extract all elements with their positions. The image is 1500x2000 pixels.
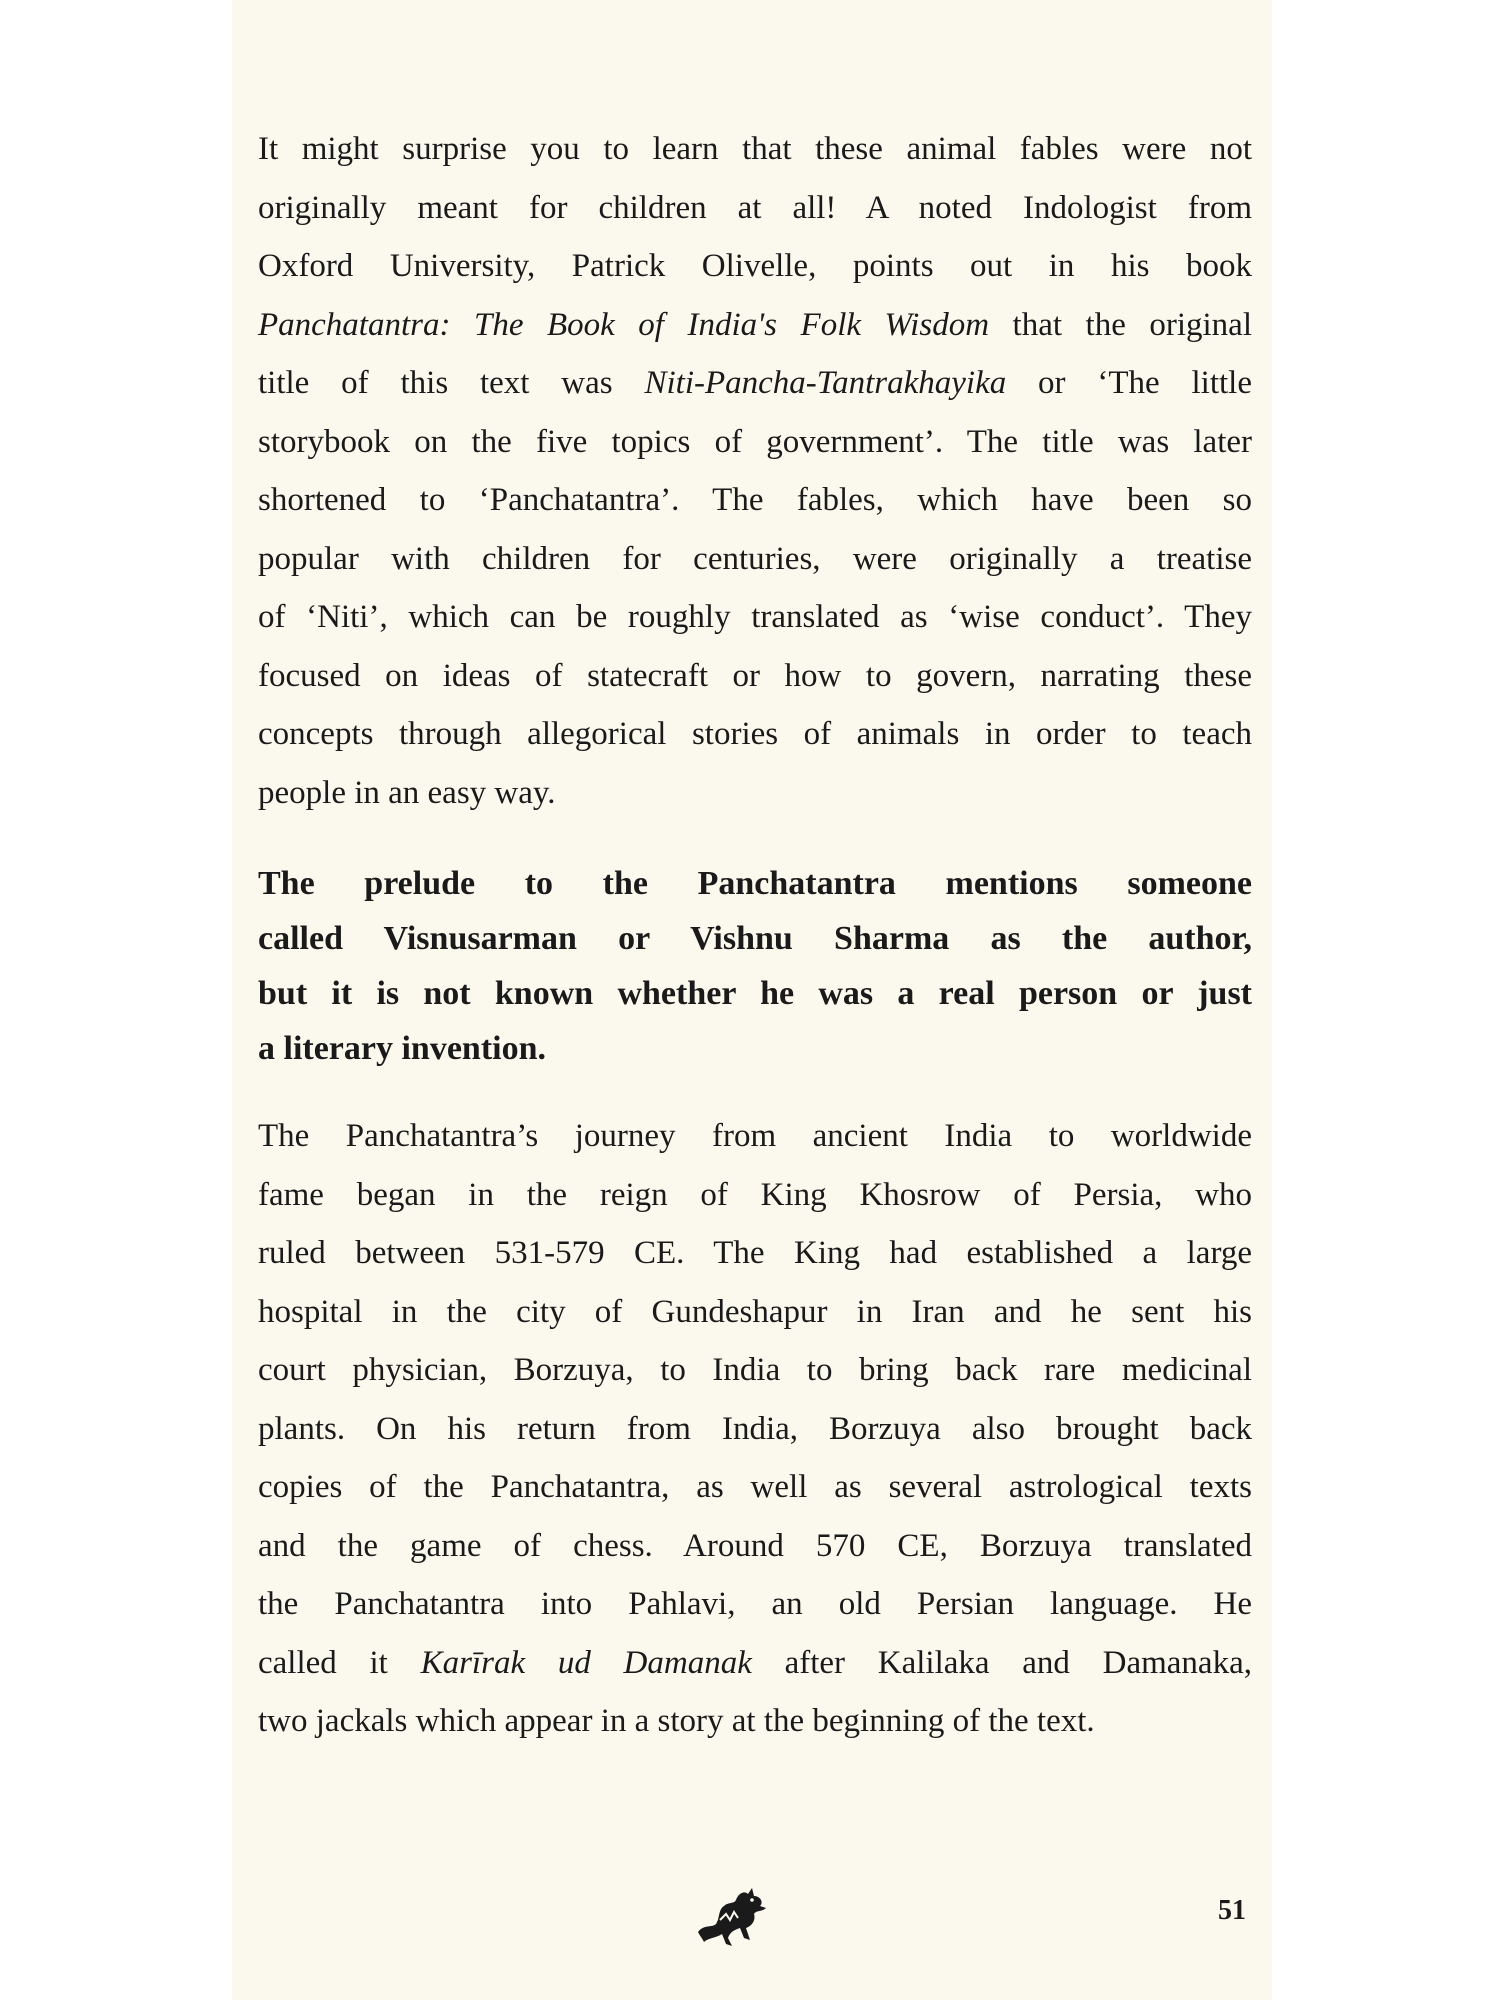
paragraph-line: title of this text was Niti-Pancha-Tantrakhayika or ‘The little <box>258 365 1252 401</box>
paragraph-line: people in an easy way. <box>258 774 556 811</box>
paragraph-line: fame began in the reign of King Khosrow of Persia, who <box>258 1176 1252 1213</box>
paragraph-line: court physician, Borzuya, to India to bring back rare medicinal <box>258 1352 1252 1388</box>
paragraph-line: Oxford University, Patrick Olivelle, points out in his book <box>258 248 1252 284</box>
paragraph-line: It might surprise you to learn that these animal fables were not <box>258 131 1252 167</box>
paragraph-line: originally meant for children at all! A noted Indologist from <box>258 189 1252 226</box>
paragraph-line: plants. On his return from India, Borzuya also brought back <box>258 1410 1252 1447</box>
paragraph-line: copies of the Panchatantra, as well as several astrological texts <box>258 1469 1252 1505</box>
paragraph-line: popular with children for centuries, were originally a treatise <box>258 540 1252 577</box>
page-number: 51 <box>1218 1895 1246 1926</box>
persian-title: Karīrak ud Damanak <box>420 1644 752 1681</box>
callout-line: called Visnusarman or Vishnu Sharma as the author, <box>258 920 1252 957</box>
book-page <box>232 0 1272 2000</box>
paragraph-line: shortened to ‘Panchatantra’. The fables, which have been so <box>258 482 1252 518</box>
callout-line: a literary invention. <box>258 1030 547 1067</box>
paragraph-line: Panchatantra: The Book of India's Folk Wisdom that the original <box>258 306 1252 343</box>
paragraph-line: focused on ideas of statecraft or how to govern, narrating these <box>258 657 1252 694</box>
paragraph-line: storybook on the five topics of government’. The title was later <box>258 423 1252 460</box>
paragraph-1 <box>258 120 1252 822</box>
paragraph-line: called it Karīrak ud Damanak after Kalilaka and Damanaka, <box>258 1644 1252 1681</box>
paragraph-2 <box>258 1107 1252 1751</box>
callout-line: but it is not known whether he was a real person or just <box>258 975 1252 1012</box>
sanskrit-title: Niti-Pancha-Tantrakhayika <box>644 365 1007 401</box>
book-title: Panchatantra: The Book of India's Folk Wisdom <box>258 306 990 343</box>
paragraph-line: of ‘Niti’, which can be roughly translated as ‘wise conduct’. They <box>258 599 1252 635</box>
highlight-callout <box>258 856 1252 1076</box>
callout-line: The prelude to the Panchatantra mentions someone <box>258 865 1252 902</box>
paragraph-line: concepts through allegorical stories of animals in order to teach <box>258 716 1252 752</box>
paragraph-line: and the game of chess. Around 570 CE, Borzuya translated <box>258 1527 1252 1564</box>
paragraph-line: the Panchatantra into Pahlavi, an old Persian language. He <box>258 1586 1252 1622</box>
paragraph-line: hospital in the city of Gundeshapur in Iran and he sent his <box>258 1293 1252 1330</box>
paragraph-line: The Panchatantra’s journey from ancient India to worldwide <box>258 1118 1252 1154</box>
paragraph-line: two jackals which appear in a story at the beginning of the text. <box>258 1703 1095 1739</box>
jackal-ornament-icon <box>690 1880 780 1960</box>
paragraph-line: ruled between 531-579 CE. The King had established a large <box>258 1235 1252 1271</box>
